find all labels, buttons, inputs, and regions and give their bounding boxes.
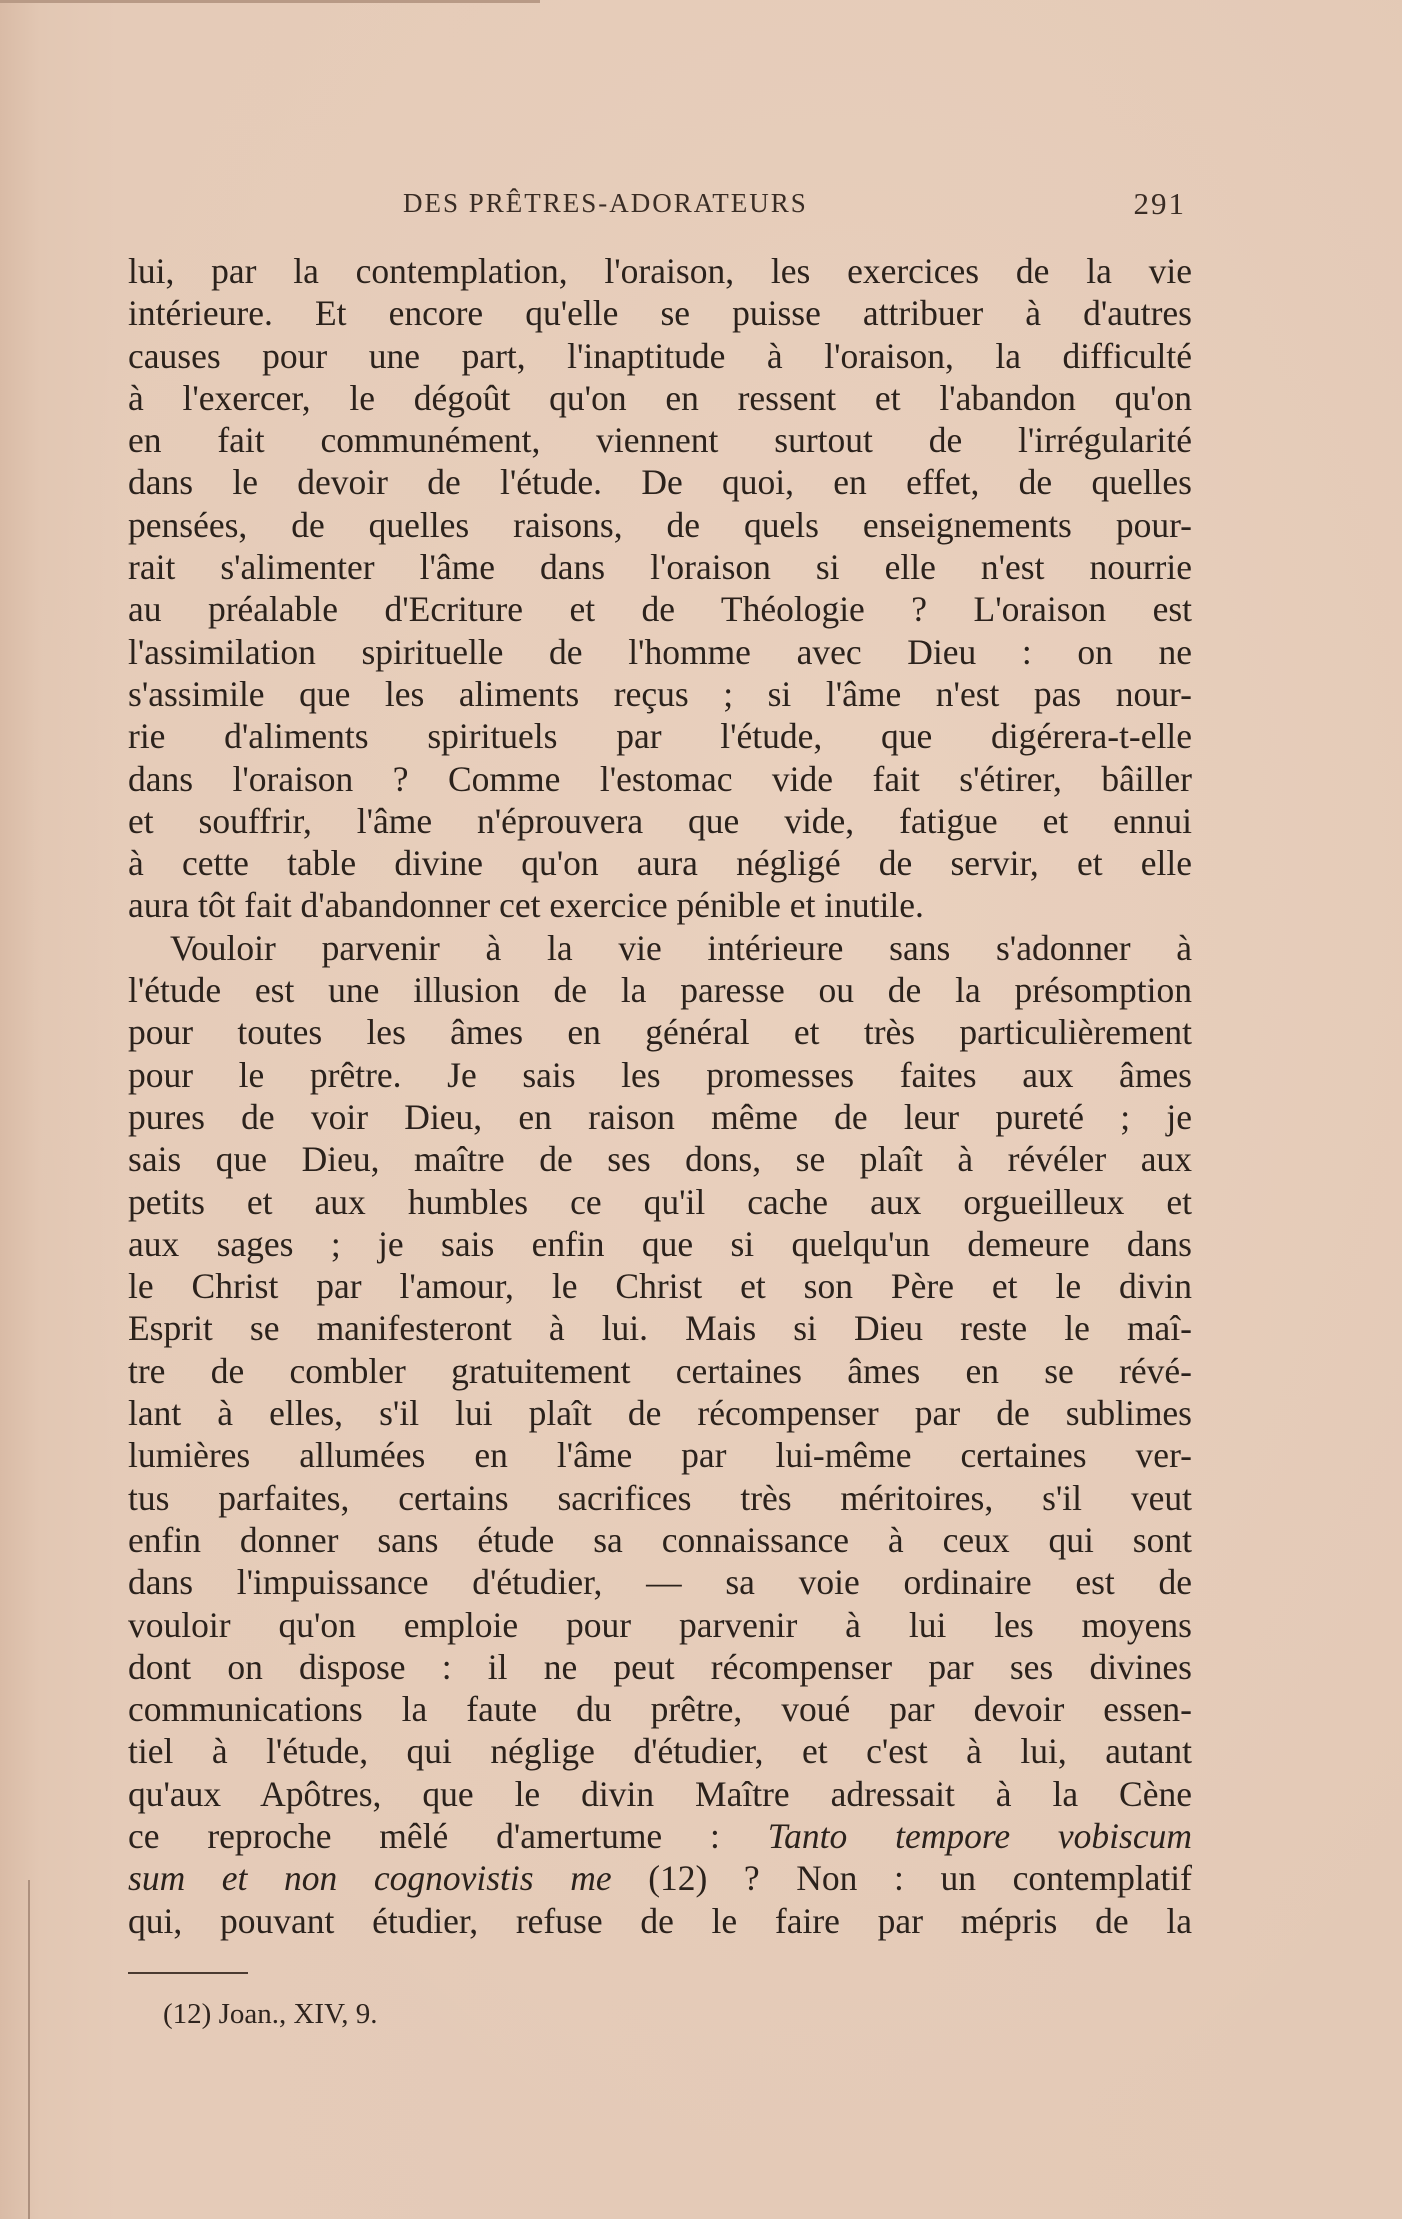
text-line-31: enfin donner sans étude sa connaissance à ceux qui sont <box>128 1519 1192 1560</box>
text-line-36: tiel à l'étude, qui néglige d'étudier, et c'est à lui, autant <box>128 1731 1192 1772</box>
text-line-17: Vouloir parvenir à la vie intérieure sans s'adonner à <box>170 927 1192 968</box>
text-line-14: et souffrir, l'âme n'éprouvera que vide, fatigue et ennui <box>128 800 1192 841</box>
text-line-21: pures de voir Dieu, en raison même de leur pureté ; je <box>128 1096 1192 1137</box>
page-top-edge <box>0 0 540 3</box>
text-line-2: intérieure. Et encore qu'elle se puisse attribuer à d'autres <box>128 293 1192 334</box>
text-line-30: tus parfaites, certains sacrifices très méritoires, s'il veut <box>128 1477 1192 1518</box>
text-line-32: dans l'impuissance d'étudier, — sa voie ordinaire est de <box>128 1562 1192 1603</box>
text-line-28: lant à elles, s'il lui plaît de récompenser par de sublimes <box>128 1393 1192 1434</box>
text-line-3: causes pour une part, l'inaptitude à l'oraison, la difficulté <box>128 335 1192 376</box>
text-line-39 <box>128 1857 1192 1899</box>
text-line-35: communications la faute du prêtre, voué par devoir essen- <box>128 1689 1192 1730</box>
text-line-24: aux sages ; je sais enfin que si quelqu'un demeure dans <box>128 1223 1192 1264</box>
text-line-29: lumières allumées en l'âme par lui-même certaines ver- <box>128 1435 1192 1476</box>
running-head: DES PRÊTRES-ADORATEURS <box>403 188 808 218</box>
footnote: (12) Joan., XIV, 9. <box>163 1998 378 2030</box>
text-line-38-roman: ce reproche mêlé d'amertume : <box>128 1815 768 1856</box>
page-header <box>128 188 1192 228</box>
text-line-4: à l'exercer, le dégoût qu'on en ressent et l'abandon qu'on <box>128 377 1192 418</box>
text-line-20: pour le prêtre. Je sais les promesses faites aux âmes <box>128 1054 1192 1095</box>
text-line-18: l'étude est une illusion de la paresse ou de la présomption <box>128 970 1192 1011</box>
footnote-divider <box>128 1972 248 1974</box>
latin-quote-part-2: sum et non cognovistis me <box>128 1858 612 1899</box>
text-line-5: en fait communément, viennent surtout de l'irrégularité <box>128 420 1192 461</box>
text-line-15: à cette table divine qu'on aura négligé de servir, et elle <box>128 843 1192 884</box>
text-line-23: petits et aux humbles ce qu'il cache aux orgueilleux et <box>128 1181 1192 1222</box>
page-number: 291 <box>1133 186 1186 221</box>
text-line-7: pensées, de quelles raisons, de quels enseignements pour- <box>128 504 1192 545</box>
text-line-9: au préalable d'Ecriture et de Théologie ? L'oraison est <box>128 589 1192 630</box>
text-line-8: rait s'alimenter l'âme dans l'oraison si elle n'est nourrie <box>128 547 1192 588</box>
text-line-16: aura tôt fait d'abandonner cet exercice pénible et inutile. <box>128 885 924 926</box>
text-line-39-roman: (12) ? Non : un contemplatif <box>611 1858 1192 1899</box>
text-line-25: le Christ par l'amour, le Christ et son Père et le divin <box>128 1266 1192 1307</box>
text-line-19: pour toutes les âmes en général et très particulièrement <box>128 1012 1192 1053</box>
text-line-1: lui, par la contemplation, l'oraison, les exercices de la vie <box>128 251 1192 291</box>
text-line-27: tre de combler gratuitement certaines âmes en se révé- <box>128 1350 1192 1391</box>
text-line-10: l'assimilation spirituelle de l'homme avec Dieu : on ne <box>128 631 1192 672</box>
text-line-6: dans le devoir de l'étude. De quoi, en effet, de quelles <box>128 462 1192 503</box>
text-line-22: sais que Dieu, maître de ses dons, se plaît à révéler aux <box>128 1139 1192 1180</box>
text-line-12: rie d'aliments spirituels par l'étude, que digérera-t-elle <box>128 716 1192 757</box>
text-line-38 <box>128 1815 1192 1857</box>
text-line-37: qu'aux Apôtres, que le divin Maître adressait à la Cène <box>128 1773 1192 1814</box>
text-line-11: s'assimile que les aliments reçus ; si l'âme n'est pas nour- <box>128 673 1192 714</box>
body-text <box>128 250 1192 1942</box>
text-line-33: vouloir qu'on emploie pour parvenir à lui les moyens <box>128 1604 1192 1645</box>
text-line-13: dans l'oraison ? Comme l'estomac vide fait s'étirer, bâiller <box>128 758 1192 799</box>
text-line-26: Esprit se manifesteront à lui. Mais si Dieu reste le maî- <box>128 1308 1192 1349</box>
text-line-40: qui, pouvant étudier, refuse de le faire par mépris de la <box>128 1900 1192 1941</box>
latin-quote-part-1: Tanto tempore vobiscum <box>767 1815 1193 1856</box>
text-line-34: dont on dispose : il ne peut récompenser par ses divines <box>128 1646 1192 1687</box>
page-binding-edge <box>28 1880 30 2219</box>
